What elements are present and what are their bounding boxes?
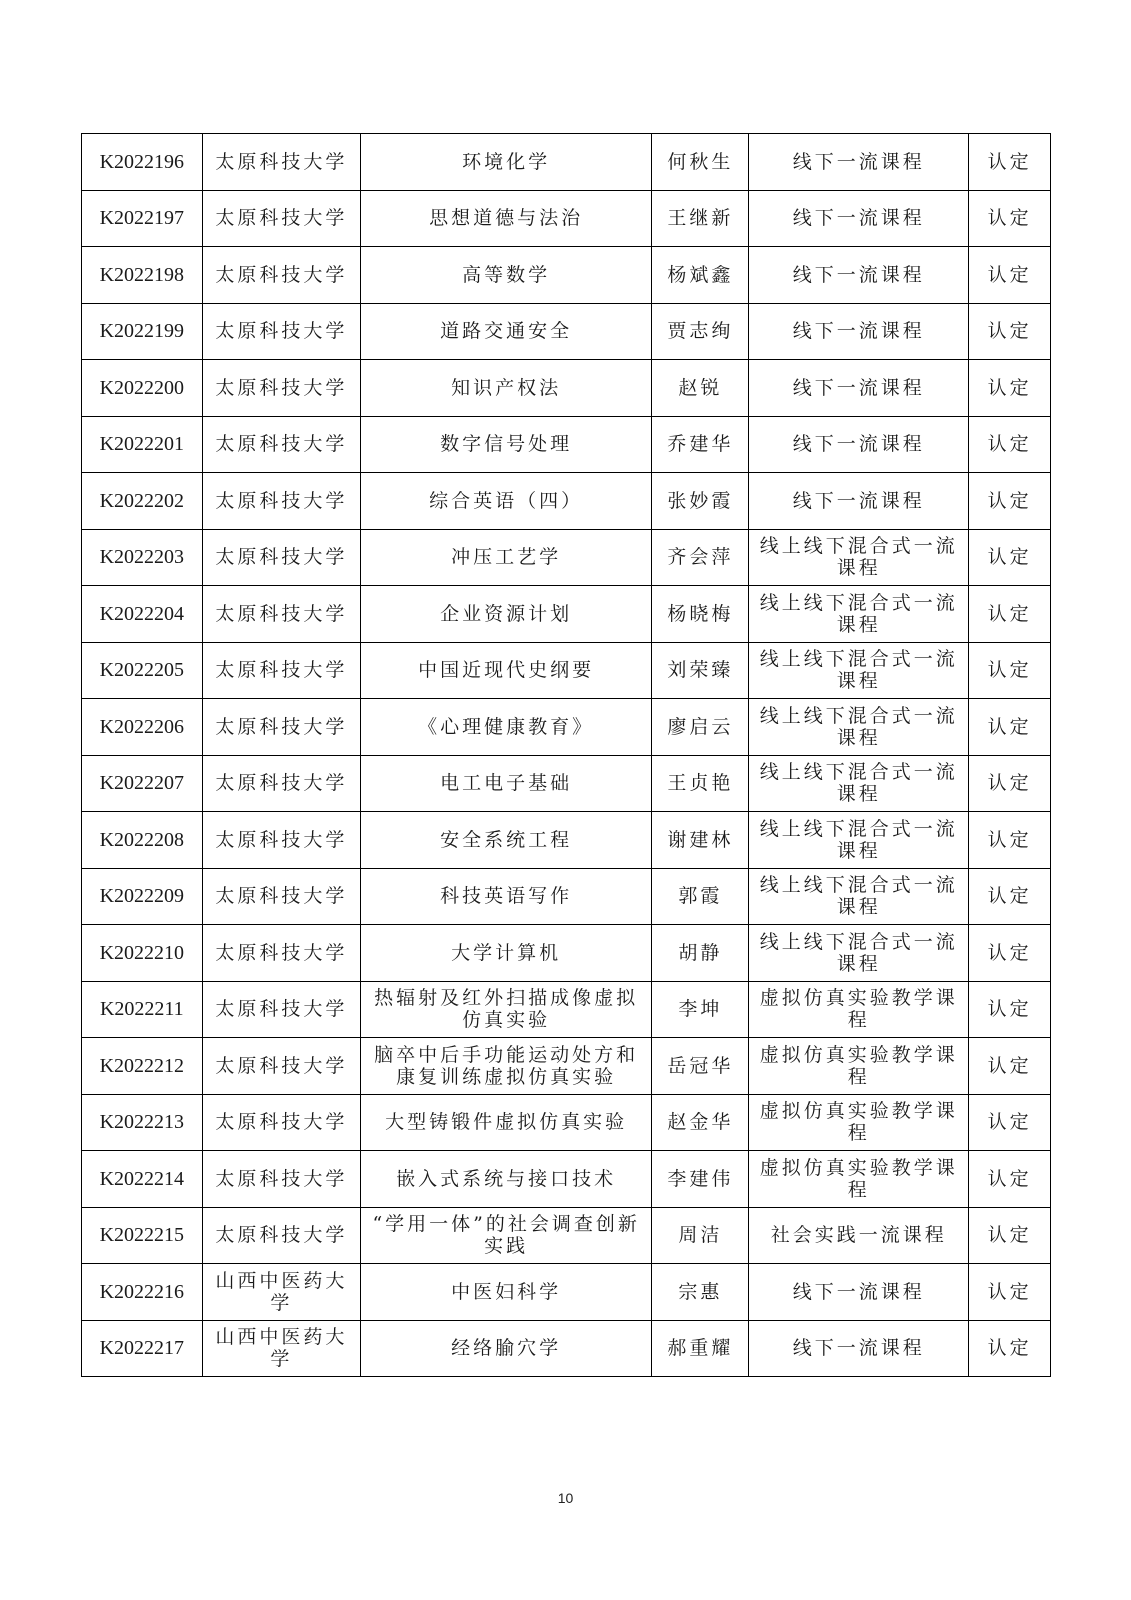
course-category-cell: 线上线下混合式一流课程: [749, 586, 969, 643]
school-cell: 太原科技大学: [202, 981, 360, 1038]
school-cell: 太原科技大学: [202, 812, 360, 869]
school-cell: 太原科技大学: [202, 755, 360, 812]
table-row: [82, 134, 1051, 191]
table-row: [82, 303, 1051, 360]
course-category-cell: 线上线下混合式一流课程: [749, 868, 969, 925]
course-name-cell: “学用一体”的社会调查创新实践: [361, 1207, 652, 1264]
teacher-cell: 杨斌鑫: [652, 247, 749, 304]
course-name-cell: 大型铸锻件虚拟仿真实验: [361, 1094, 652, 1151]
course-category-cell: 线上线下混合式一流课程: [749, 642, 969, 699]
school-cell: 太原科技大学: [202, 1207, 360, 1264]
course-name-cell: 嵌入式系统与接口技术: [361, 1151, 652, 1208]
course-category-cell: 虚拟仿真实验教学课程: [749, 1038, 969, 1095]
result-cell: 认定: [969, 586, 1051, 643]
course-category-cell: 线下一流课程: [749, 190, 969, 247]
course-category-cell: 线上线下混合式一流课程: [749, 755, 969, 812]
table-row: [82, 925, 1051, 982]
school-cell: 山西中医药大学: [202, 1264, 360, 1321]
teacher-cell: 胡静: [652, 925, 749, 982]
table-row: [82, 360, 1051, 417]
table-row: [82, 1094, 1051, 1151]
table-row: [82, 981, 1051, 1038]
course-name-cell: 电工电子基础: [361, 755, 652, 812]
course-category-cell: 虚拟仿真实验教学课程: [749, 981, 969, 1038]
result-cell: 认定: [969, 981, 1051, 1038]
result-cell: 认定: [969, 134, 1051, 191]
course-name-cell: 安全系统工程: [361, 812, 652, 869]
teacher-cell: 乔建华: [652, 416, 749, 473]
course-name-cell: 环境化学: [361, 134, 652, 191]
course-category-cell: 线下一流课程: [749, 1320, 969, 1377]
result-cell: 认定: [969, 416, 1051, 473]
result-cell: 认定: [969, 812, 1051, 869]
course-category-cell: 线下一流课程: [749, 416, 969, 473]
table-row: [82, 642, 1051, 699]
course-category-cell: 虚拟仿真实验教学课程: [749, 1151, 969, 1208]
teacher-cell: 李建伟: [652, 1151, 749, 1208]
school-cell: 太原科技大学: [202, 529, 360, 586]
result-cell: 认定: [969, 473, 1051, 530]
course-category-cell: 线下一流课程: [749, 247, 969, 304]
course-code-cell: K2022202: [82, 473, 203, 530]
result-cell: 认定: [969, 1320, 1051, 1377]
school-cell: 太原科技大学: [202, 303, 360, 360]
course-category-cell: 线上线下混合式一流课程: [749, 699, 969, 756]
result-cell: 认定: [969, 1264, 1051, 1321]
table-row: [82, 1320, 1051, 1377]
result-cell: 认定: [969, 699, 1051, 756]
course-category-cell: 线上线下混合式一流课程: [749, 529, 969, 586]
teacher-cell: 李坤: [652, 981, 749, 1038]
teacher-cell: 张妙霞: [652, 473, 749, 530]
course-name-cell: 知识产权法: [361, 360, 652, 417]
result-cell: 认定: [969, 1094, 1051, 1151]
teacher-cell: 王继新: [652, 190, 749, 247]
result-cell: 认定: [969, 1038, 1051, 1095]
table-row: [82, 1151, 1051, 1208]
course-list-table: [81, 133, 1051, 1377]
course-code-cell: K2022196: [82, 134, 203, 191]
school-cell: 太原科技大学: [202, 360, 360, 417]
school-cell: 山西中医药大学: [202, 1320, 360, 1377]
course-name-cell: 综合英语（四）: [361, 473, 652, 530]
school-cell: 太原科技大学: [202, 699, 360, 756]
school-cell: 太原科技大学: [202, 1038, 360, 1095]
result-cell: 认定: [969, 925, 1051, 982]
school-cell: 太原科技大学: [202, 868, 360, 925]
school-cell: 太原科技大学: [202, 642, 360, 699]
teacher-cell: 周洁: [652, 1207, 749, 1264]
course-category-cell: 社会实践一流课程: [749, 1207, 969, 1264]
teacher-cell: 杨晓梅: [652, 586, 749, 643]
course-code-cell: K2022205: [82, 642, 203, 699]
table-row: [82, 1207, 1051, 1264]
school-cell: 太原科技大学: [202, 1151, 360, 1208]
course-code-cell: K2022203: [82, 529, 203, 586]
teacher-cell: 贾志绚: [652, 303, 749, 360]
course-name-cell: 科技英语写作: [361, 868, 652, 925]
school-cell: 太原科技大学: [202, 247, 360, 304]
course-code-cell: K2022213: [82, 1094, 203, 1151]
result-cell: 认定: [969, 1151, 1051, 1208]
course-code-cell: K2022206: [82, 699, 203, 756]
table-row: [82, 416, 1051, 473]
table-row: [82, 473, 1051, 530]
teacher-cell: 赵金华: [652, 1094, 749, 1151]
course-name-cell: 中国近现代史纲要: [361, 642, 652, 699]
course-code-cell: K2022216: [82, 1264, 203, 1321]
table-row: [82, 190, 1051, 247]
course-name-cell: 高等数学: [361, 247, 652, 304]
course-name-cell: 大学计算机: [361, 925, 652, 982]
school-cell: 太原科技大学: [202, 1094, 360, 1151]
table-row: [82, 1038, 1051, 1095]
school-cell: 太原科技大学: [202, 925, 360, 982]
course-code-cell: K2022204: [82, 586, 203, 643]
course-name-cell: 热辐射及红外扫描成像虚拟仿真实验: [361, 981, 652, 1038]
teacher-cell: 刘荣臻: [652, 642, 749, 699]
result-cell: 认定: [969, 360, 1051, 417]
result-cell: 认定: [969, 642, 1051, 699]
course-category-cell: 线下一流课程: [749, 303, 969, 360]
course-name-cell: 企业资源计划: [361, 586, 652, 643]
course-code-cell: K2022201: [82, 416, 203, 473]
course-code-cell: K2022207: [82, 755, 203, 812]
course-code-cell: K2022198: [82, 247, 203, 304]
course-name-cell: 数字信号处理: [361, 416, 652, 473]
table-row: [82, 586, 1051, 643]
course-code-cell: K2022215: [82, 1207, 203, 1264]
table-row: [82, 699, 1051, 756]
table-row: [82, 812, 1051, 869]
course-category-cell: 线下一流课程: [749, 1264, 969, 1321]
table-row: [82, 247, 1051, 304]
school-cell: 太原科技大学: [202, 473, 360, 530]
course-code-cell: K2022214: [82, 1151, 203, 1208]
result-cell: 认定: [969, 247, 1051, 304]
course-name-cell: 思想道德与法治: [361, 190, 652, 247]
course-category-cell: 线下一流课程: [749, 473, 969, 530]
school-cell: 太原科技大学: [202, 586, 360, 643]
course-category-cell: 线上线下混合式一流课程: [749, 925, 969, 982]
result-cell: 认定: [969, 303, 1051, 360]
teacher-cell: 谢建林: [652, 812, 749, 869]
table-body: [82, 134, 1051, 1377]
teacher-cell: 岳冠华: [652, 1038, 749, 1095]
table-row: [82, 755, 1051, 812]
teacher-cell: 郭霞: [652, 868, 749, 925]
course-name-cell: 脑卒中后手功能运动处方和康复训练虚拟仿真实验: [361, 1038, 652, 1095]
teacher-cell: 廖启云: [652, 699, 749, 756]
course-name-cell: 《心理健康教育》: [361, 699, 652, 756]
table-row: [82, 868, 1051, 925]
teacher-cell: 齐会萍: [652, 529, 749, 586]
result-cell: 认定: [969, 1207, 1051, 1264]
teacher-cell: 何秋生: [652, 134, 749, 191]
school-cell: 太原科技大学: [202, 416, 360, 473]
course-code-cell: K2022210: [82, 925, 203, 982]
course-code-cell: K2022208: [82, 812, 203, 869]
course-category-cell: 线下一流课程: [749, 360, 969, 417]
teacher-cell: 赵锐: [652, 360, 749, 417]
teacher-cell: 宗惠: [652, 1264, 749, 1321]
course-name-cell: 道路交通安全: [361, 303, 652, 360]
result-cell: 认定: [969, 755, 1051, 812]
teacher-cell: 郝重耀: [652, 1320, 749, 1377]
result-cell: 认定: [969, 868, 1051, 925]
result-cell: 认定: [969, 190, 1051, 247]
course-category-cell: 线上线下混合式一流课程: [749, 812, 969, 869]
table-row: [82, 1264, 1051, 1321]
course-code-cell: K2022199: [82, 303, 203, 360]
course-code-cell: K2022211: [82, 981, 203, 1038]
course-name-cell: 经络腧穴学: [361, 1320, 652, 1377]
course-code-cell: K2022212: [82, 1038, 203, 1095]
teacher-cell: 王贞艳: [652, 755, 749, 812]
course-name-cell: 中医妇科学: [361, 1264, 652, 1321]
course-category-cell: 虚拟仿真实验教学课程: [749, 1094, 969, 1151]
school-cell: 太原科技大学: [202, 134, 360, 191]
result-cell: 认定: [969, 529, 1051, 586]
course-category-cell: 线下一流课程: [749, 134, 969, 191]
page-number: 10: [557, 1490, 574, 1506]
course-code-cell: K2022209: [82, 868, 203, 925]
table-row: [82, 529, 1051, 586]
course-code-cell: K2022200: [82, 360, 203, 417]
course-code-cell: K2022197: [82, 190, 203, 247]
course-name-cell: 冲压工艺学: [361, 529, 652, 586]
school-cell: 太原科技大学: [202, 190, 360, 247]
course-code-cell: K2022217: [82, 1320, 203, 1377]
